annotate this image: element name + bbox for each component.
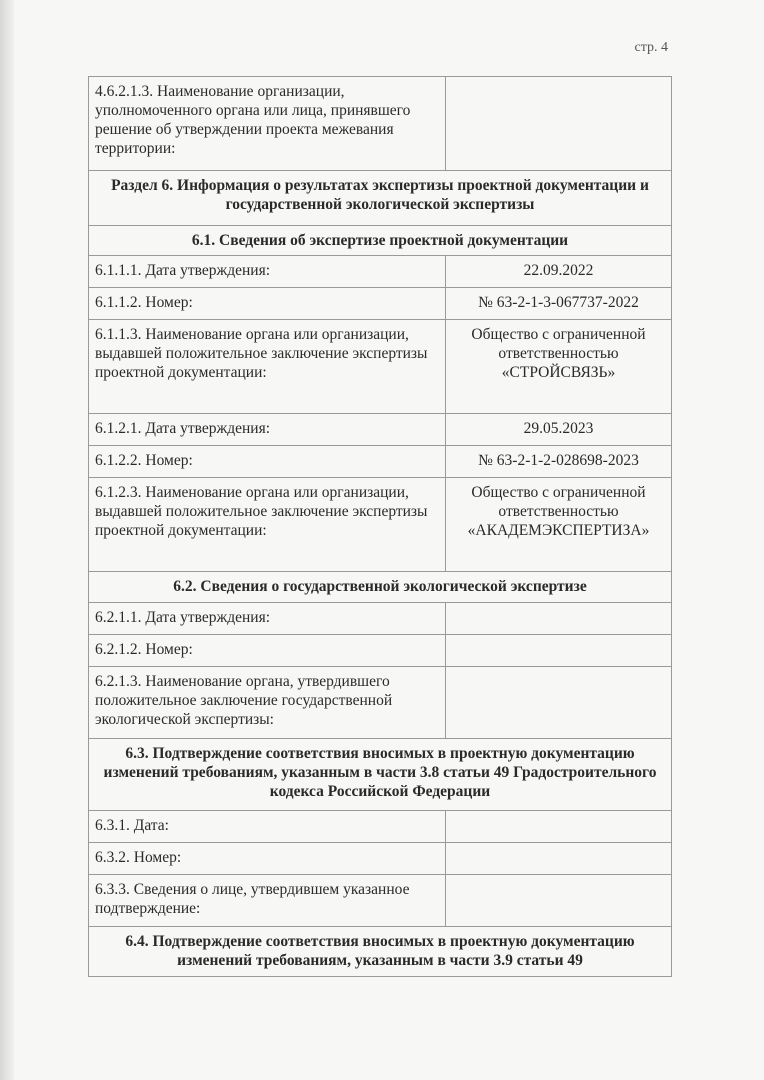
- scan-edge: [0, 0, 14, 1080]
- table-row: [89, 77, 672, 171]
- row-value-6-1-2-1: 29.05.2023: [446, 414, 672, 446]
- registry-table: [88, 76, 672, 977]
- row-value-4-6-2-1-3: [446, 77, 672, 171]
- table-row: [89, 635, 672, 667]
- row-value-6-2-1-1: [446, 603, 672, 635]
- row-label-6-2-1-2: 6.2.1.2. Номер:: [89, 635, 446, 667]
- row-label-6-2-1-3: 6.2.1.3. Наименование органа, утвердившего положительное заключение государственной экологической экспертизы:: [89, 667, 446, 739]
- subsection-6-4-title: 6.4. Подтверждение соответствия вносимых в проектную документацию изменений требованиям, указанным в части 3.9 статьи 49: [89, 927, 672, 977]
- subsection-heading-row: [89, 572, 672, 603]
- subsection-heading-row: [89, 739, 672, 811]
- row-label-6-1-2-1: 6.1.2.1. Дата утверждения:: [89, 414, 446, 446]
- row-value-6-2-1-2: [446, 635, 672, 667]
- row-value-6-2-1-3: [446, 667, 672, 739]
- row-label-6-3-1: 6.3.1. Дата:: [89, 811, 446, 843]
- row-label-6-1-1-1: 6.1.1.1. Дата утверждения:: [89, 256, 446, 288]
- table-row: [89, 478, 672, 572]
- row-value-6-1-1-3: Общество с ограниченной ответственностью «СТРОЙСВЯЗЬ»: [446, 320, 672, 414]
- subsection-6-3-title: 6.3. Подтверждение соответствия вносимых в проектную документацию изменений требованиям, указанным в части 3.8 статьи 49 Градостроительного кодекса Российской Федерации: [89, 739, 672, 811]
- section-6-title: Раздел 6. Информация о результатах экспертизы проектной документации и государственной экологической экспертизы: [89, 171, 672, 226]
- row-value-6-3-1: [446, 811, 672, 843]
- table-row: [89, 811, 672, 843]
- table-row: [89, 288, 672, 320]
- row-value-6-1-2-3: Общество с ограниченной ответственностью «АКАДЕМЭКСПЕРТИЗА»: [446, 478, 672, 572]
- subsection-heading-row: [89, 927, 672, 977]
- table-row: [89, 875, 672, 927]
- table-row: [89, 843, 672, 875]
- row-value-6-1-1-2: № 63-2-1-3-067737-2022: [446, 288, 672, 320]
- page-number: стр. 4: [634, 40, 668, 55]
- row-label-6-3-3: 6.3.3. Сведения о лице, утвердившем указанное подтверждение:: [89, 875, 446, 927]
- table-row: [89, 603, 672, 635]
- table-row: [89, 320, 672, 414]
- row-value-6-3-2: [446, 843, 672, 875]
- row-label-6-3-2: 6.3.2. Номер:: [89, 843, 446, 875]
- row-label-6-1-2-3: 6.1.2.3. Наименование органа или организации, выдавшей положительное заключение экспертизы проектной документации:: [89, 478, 446, 572]
- table-row: [89, 414, 672, 446]
- row-label-6-1-2-2: 6.1.2.2. Номер:: [89, 446, 446, 478]
- row-label-4-6-2-1-3: 4.6.2.1.3. Наименование организации, уполномоченного органа или лица, принявшего решение об утверждении проекта межевания территории:: [89, 77, 446, 171]
- table-row: [89, 446, 672, 478]
- subsection-6-1-title: 6.1. Сведения об экспертизе проектной документации: [89, 226, 672, 256]
- table-row: [89, 256, 672, 288]
- subsection-heading-row: [89, 226, 672, 256]
- row-value-6-1-2-2: № 63-2-1-2-028698-2023: [446, 446, 672, 478]
- row-label-6-1-1-2: 6.1.1.2. Номер:: [89, 288, 446, 320]
- row-value-6-3-3: [446, 875, 672, 927]
- section-heading-row: [89, 171, 672, 226]
- subsection-6-2-title: 6.2. Сведения о государственной экологической экспертизе: [89, 572, 672, 603]
- row-label-6-1-1-3: 6.1.1.3. Наименование органа или организации, выдавшей положительное заключение экспертизы проектной документации:: [89, 320, 446, 414]
- row-value-6-1-1-1: 22.09.2022: [446, 256, 672, 288]
- table-row: [89, 667, 672, 739]
- row-label-6-2-1-1: 6.2.1.1. Дата утверждения:: [89, 603, 446, 635]
